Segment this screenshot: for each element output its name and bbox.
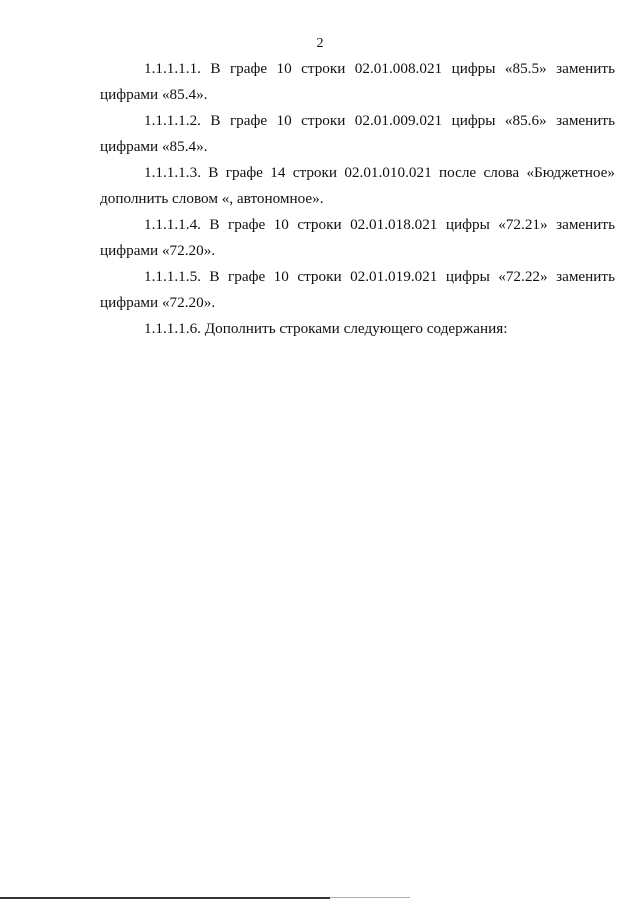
paragraph-1-1-1-1-5: 1.1.1.1.5. В графе 10 строки 02.01.019.021 цифры «72.22» заменить цифрами «72.20».: [100, 268, 615, 311]
scan-edge-line-faint: [330, 897, 410, 898]
paragraph-1-1-1-1-3: 1.1.1.1.3. В графе 14 строки 02.01.010.021 после слова «Бюджетное» дополнить словом «, автономное».: [100, 164, 615, 207]
paragraph-1-1-1-1-1: 1.1.1.1.1. В графе 10 строки 02.01.008.021 цифры «85.5» заменить цифрами «85.4».: [100, 60, 615, 103]
document-body: [100, 56, 615, 342]
paragraph-1-1-1-1-4: 1.1.1.1.4. В графе 10 строки 02.01.018.021 цифры «72.21» заменить цифрами «72.20».: [100, 216, 615, 259]
paragraph-1-1-1-1-6: 1.1.1.1.6. Дополнить строками следующего содержания:: [144, 320, 508, 337]
paragraph-1-1-1-1-2: 1.1.1.1.2. В графе 10 строки 02.01.009.021 цифры «85.6» заменить цифрами «85.4».: [100, 112, 615, 155]
page-number: 2: [316, 36, 324, 51]
scan-edge-line: [0, 897, 330, 899]
